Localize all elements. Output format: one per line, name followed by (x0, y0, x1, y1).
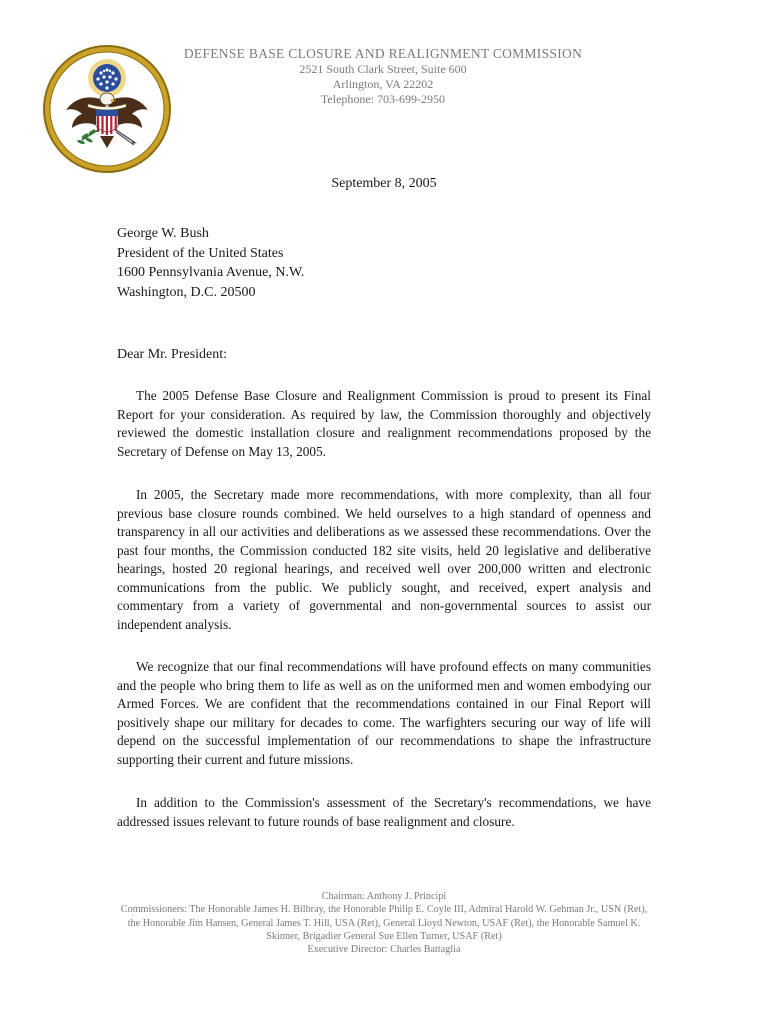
footer-chairman: Chairman: Anthony J. Principi (321, 891, 447, 902)
recipient-street: 1600 Pennsylvania Avenue, N.W. (117, 265, 305, 280)
salutation: Dear Mr. President: (117, 347, 228, 362)
footer-executive-director: Executive Director: Charles Battaglia (307, 944, 461, 956)
body-paragraph-3: We recognize that our final recommendations will have profound effects on many communities and the people who bring them to life as well as on the uniformed men and women embodying our Armed Forces. We are confident that the recommendations contained in our Final Report will positively shape our military for decades to come. The warfighters securing our way of life will depend on the successful implementation of our recommendations to shape the infrastructure supporting their current and future missions. (117, 659, 651, 767)
footer-commissioners-line-2: the Honorable Jim Hansen, General James T. Hill, USA (Ret), General Lloyd Newton, USAF (Ret), the Honorable Samuel K. (127, 917, 641, 929)
letter-date: September 8, 2005 (331, 176, 437, 191)
letterhead-city: Arlington, VA 22202 (332, 77, 434, 91)
letterhead-street: 2521 South Clark Street, Suite 600 (299, 62, 467, 76)
body-paragraph-4: In addition to the Commission's assessment of the Secretary's recommendations, we have addressed issues relevant to future rounds of base realignment and closure. (117, 795, 651, 829)
body-paragraph-1: The 2005 Defense Base Closure and Realignment Commission is proud to present its Final Report for your consideration. As required by law, the Commission thoroughly and objectively reviewed the domestic installation closure and realignment recommendations proposed by the Secretary of Defense on May 13, 2005. (117, 388, 651, 459)
recipient-address (117, 224, 304, 302)
footer-commissioners-line-3: Skinner, Brigadier General Sue Ellen Turner, USAF (Ret) (266, 930, 502, 942)
recipient-title: President of the United States (117, 245, 284, 261)
organization-name: DEFENSE BASE CLOSURE AND REALIGNMENT COMMISSION (183, 46, 583, 61)
letterhead-telephone: Telephone: 703-699-2950 (320, 92, 446, 106)
footer-commissioners-line-1: Commissioners: The Honorable James H. Bilbray, the Honorable Philip E. Coyle III, Admiral Harold W. Gehman Jr., USN (Ret), (120, 904, 648, 916)
body-paragraph-2: In 2005, the Secretary made more recommendations, with more complexity, than all four previous base closure rounds combined. We held ourselves to a high standard of openness and transparency in all our activities and deliberations as we assessed these recommendations. Over the past four months, the Commission conducted 182 site visits, held 20 legislative and deliberative hearings, hosted 20 regional hearings, and received well over 200,000 written and electronic communications from the public. We publicly sought, and received, expert analysis and commentary from a variety of governmental and non-governmental sources to assist our independent analysis. (117, 487, 651, 632)
recipient-name: George W. Bush (117, 226, 209, 241)
letterhead (150, 46, 616, 107)
footer-commissioners (80, 890, 688, 956)
recipient-city: Washington, D.C. 20500 (117, 284, 256, 300)
